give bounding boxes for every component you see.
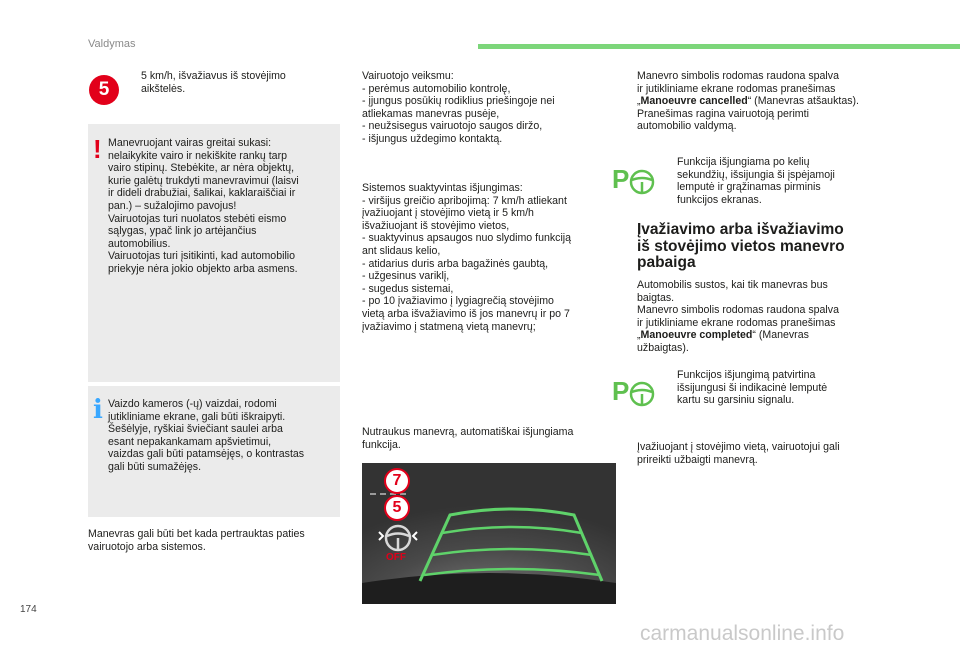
speed-limit-5-badge: 5 (384, 495, 410, 521)
automatic-off-note: Nutraukus manevrą, automatiškai išjungiama funkcija. (362, 426, 574, 451)
parking-steering-indicator-icon (612, 162, 658, 198)
interruption-note: Manevras gali būti bet kada pertrauktas paties vairuotojo arba sistemos. (88, 528, 305, 553)
speed-badge-5: 5 (89, 75, 119, 105)
off-label: OFF (386, 552, 406, 563)
indicator2-text: Funkcijos išjungimą patvirtina išsijungusi ši indikacinė lemputė kartu su garsiniu signalu. (677, 369, 828, 407)
svg-text:P: P (612, 376, 630, 406)
info-text: Vaizdo kameros (-ų) vaizdai, rodomi jutikliniame ekrane, gali būti iškraipyti. Šešėlyje, ryškiai šviečiant saulei arba esant nepakankamam apšvietimui, vaizdas gali būti patamsėjęs, o kontrastas gali būti sumažėjęs. (108, 398, 305, 473)
completed-pre: Automobilis sustos, kai tik manevras bus baigtas. Manevro simbolis rodomas raudona spalva ir jutikliniame ekrane rodomas pranešimas „ (637, 279, 839, 342)
warning-text: Manevruojant vairas greitai sukasi: nelaikykite vairo ir nekiškite rankų tarp vairo stipinų. Stebėkite, ar nėra objektų, kurie galėtų trukdyti manevravimui (laisvi ir dideli drabužiai, šalikai, kaklaraiščiai ir pan.) – sužalojimo pavojus! Vairuotojas turi nuolatos stebėti eismo sąlygas, ypač link jo artėjančius automobilius. Vairuotojas turi įsitikinti, kad automobilio priekyje nėra jokio objekto arba asmens. (108, 137, 299, 275)
steering-wheel-icon (376, 523, 420, 553)
badge-description: 5 km/h, išvažiavus iš stovėjimo aikštelės. (141, 70, 286, 95)
completed-paragraph (637, 279, 907, 355)
cancelled-message: Manoeuvre cancelled (640, 95, 748, 108)
system-deactivation-list: Sistemos suaktyvintas išjungimas: - viršijus greičio apribojimą: 7 km/h atliekant įvažiuojant į stovėjimo vietą ir 5 km/h išvažiuojant iš stovėjimo vietos, - suaktyvinus apsaugos nuo slydimo funkciją ant slidaus kelio, - atidarius duris arba bagažinės gaubtą, - užgesinus variklį, - sugedus sistemai, - po 10 įvažiavimo į lygiagrečią stovėjimo vietą arba išvažiavimo iš jos manevrų ir po 7 įvažiavimo į statmeną vietą manevrų; (362, 182, 572, 333)
parking-steering-indicator-icon-2 (612, 374, 658, 410)
speed-limit-7-badge: 7 (384, 468, 410, 494)
cancelled-post: “ (Manevras atšauktas). Pranešimas ragina vairuotoją perimti automobilio valdymą. (637, 95, 859, 133)
driver-deactivation-list: Vairuotojo veiksmu: - perėmus automobilio kontrolę, - įjungus posūkių rodiklius priešingoje nei atliekamas manevras pusėje, - neužsisegus vairuotojo saugos diržo, - išjungus uždegimo kontaktą. (362, 70, 555, 145)
header-accent-bar (478, 44, 960, 49)
completed-post: “ (Manevras užbaigtas). (637, 329, 809, 354)
cancelled-paragraph (637, 70, 907, 133)
indicator1-text: Funkcija išjungiama po kelių sekundžių, išsijungia ši įspėjamoji lemputė ir grąžinamas pirminis funkcijos ekranas. (677, 156, 835, 206)
watermark: carmanualsonline.info (640, 622, 845, 645)
cancelled-pre: Manevro simbolis rodomas raudona spalva ir jutikliniame ekrane rodomas pranešimas „ (637, 70, 839, 108)
svg-text:P: P (612, 164, 630, 194)
page-number: 174 (20, 604, 37, 615)
camera-screen-image (362, 463, 616, 604)
warning-exclamation-icon: ! (93, 134, 102, 164)
info-icon: i (93, 395, 103, 425)
completed-message: Manoeuvre completed (640, 329, 753, 342)
final-note: Įvažiuojant į stovėjimo vietą, vairuotojui gali prireikti užbaigti manevrą. (637, 441, 840, 466)
section-title: Valdymas (88, 38, 136, 50)
end-of-manoeuvre-heading: Įvažiavimo arba išvažiavimo iš stovėjimo vietos manevro pabaiga (637, 221, 845, 271)
